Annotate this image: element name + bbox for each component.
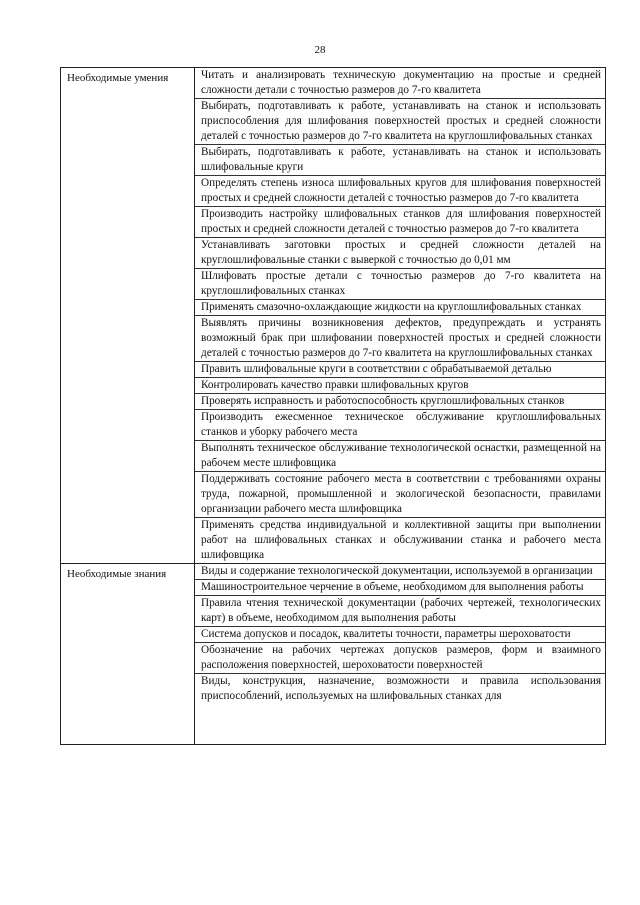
page-number: 28 [314, 44, 326, 56]
knowledge-items-cell [195, 564, 606, 745]
skills-list [195, 68, 605, 563]
skills-row [61, 68, 606, 564]
requirements-table [60, 67, 606, 745]
knowledge-item: Виды и содержание технологической документации, используемой в организации [195, 564, 605, 580]
skills-items-cell [195, 68, 606, 564]
knowledge-list [195, 564, 605, 704]
skills-item: Выявлять причины возникновения дефектов, предупреждать и устранять возможный брак при шлифовании поверхностей простых и средней сложности деталей с точностью размеров до 7-го квалитета на круглошлифовальных станках [195, 316, 605, 362]
knowledge-label: Необходимые знания [67, 568, 167, 580]
skills-item: Выбирать, подготавливать к работе, устанавливать на станок и использовать приспособления для шлифования поверхностей простых и средней сложности деталей с точностью размеров до 7-го квалитета на круглошлифовальных станках [195, 99, 605, 145]
skills-item: Определять степень износа шлифовальных кругов для шлифования поверхностей простых и средней сложности деталей с точностью размеров до 7-го квалитета [195, 176, 605, 207]
skills-item: Проверять исправность и работоспособность круглошлифовальных станков [195, 394, 605, 410]
knowledge-item: Правила чтения технической документации (рабочих чертежей, технологических карт) в объеме, необходимом для выполнения работы [195, 596, 605, 627]
skills-label-cell [61, 68, 195, 564]
knowledge-item: Система допусков и посадок, квалитеты точности, параметры шероховатости [195, 627, 605, 643]
skills-item: Читать и анализировать техническую документацию на простые и средней сложности детали с точностью размеров до 7-го квалитета [195, 68, 605, 99]
knowledge-item: Обозначение на рабочих чертежах допусков размеров, форм и взаимного расположения поверхностей, шероховатости поверхностей [195, 643, 605, 674]
knowledge-label-cell [61, 564, 195, 745]
skills-item: Выбирать, подготавливать к работе, устанавливать на станок и использовать шлифовальные круги [195, 145, 605, 176]
skills-label: Необходимые умения [67, 72, 169, 84]
skills-item: Контролировать качество правки шлифовальных кругов [195, 378, 605, 394]
knowledge-row [61, 564, 606, 745]
skills-item: Выполнять техническое обслуживание технологической оснастки, размещенной на рабочем месте шлифовщика [195, 441, 605, 472]
skills-item: Поддерживать состояние рабочего места в соответствии с требованиями охраны труда, пожарной, промышленной и экологической безопасности, правилами организации рабочего места шлифовщика [195, 472, 605, 518]
knowledge-item: Машиностроительное черчение в объеме, необходимом для выполнения работы [195, 580, 605, 596]
skills-item: Производить настройку шлифовальных станков для шлифования поверхностей простых и средней сложности деталей с точностью размеров до 7-го квалитета [195, 207, 605, 238]
skills-item: Устанавливать заготовки простых и средней сложности деталей на круглошлифовальные станки с выверкой с точностью до 0,01 мм [195, 238, 605, 269]
skills-item: Править шлифовальные круги в соответствии с обрабатываемой деталью [195, 362, 605, 378]
skills-item: Производить ежесменное техническое обслуживание круглошлифовальных станков и уборку рабочего места [195, 410, 605, 441]
knowledge-item: Виды, конструкция, назначение, возможности и правила использования приспособлений, используемых на шлифовальных станках для [201, 675, 601, 702]
skills-item: Шлифовать простые детали с точностью размеров до 7-го квалитета на круглошлифовальных станках [195, 269, 605, 300]
skills-item: Применять средства индивидуальной и коллективной защиты при выполнении работ на шлифовальных станках и обслуживании станка и рабочего места шлифовщика [201, 519, 601, 561]
skills-item: Применять смазочно-охлаждающие жидкости на круглошлифовальных станках [195, 300, 605, 316]
